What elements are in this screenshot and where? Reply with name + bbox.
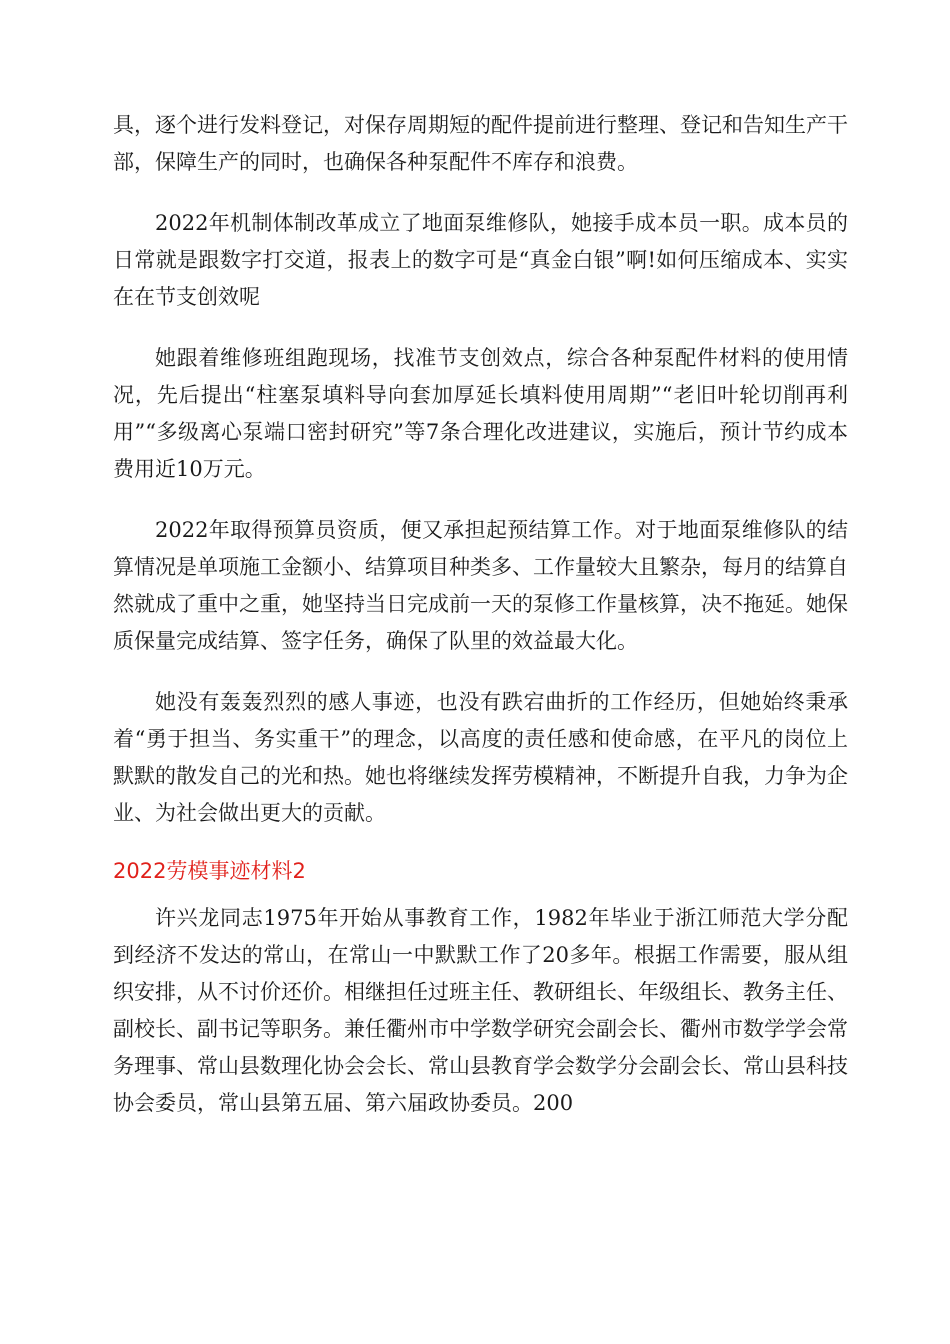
section-heading: 2022劳模事迹材料2 xyxy=(113,859,306,883)
paragraph-cost-clerk: 2022年机制体制改革成立了地面泵维修队，她接手成本员一职。成本员的日常就是跟数字打交道，报表上的数字可是“真金白银”啊!如何压缩成本、实实在在节支创效呢 xyxy=(113,211,848,309)
paragraph-cost-saving: 她跟着维修班组跑现场，找准节支创效点，综合各种泵配件材料的使用情况，先后提出“柱塞泵填料导向套加厚延长填料使用周期”“老旧叶轮切削再利用”“多级离心泵端口密封研究”等7条合理化改进建议，实施后，预计节约成本费用近10万元。 xyxy=(113,346,848,481)
document-body xyxy=(113,107,848,1146)
paragraph-xu-xinglong: 许兴龙同志1975年开始从事教育工作，1982年毕业于浙江师范大学分配到经济不发达的常山，在常山一中默默工作了20多年。根据工作需要，服从组织安排，从不讨价还价。相继担任过班主任、教研组长、年级组长、教务主任、副校长、副书记等职务。兼任衢州市中学数学研究会副会长、衢州市数学学会常务理事、常山县数理化协会会长、常山县教育学会数学分会副会长、常山县科技协会委员，常山县第五届、第六届政协委员。200 xyxy=(113,906,848,1115)
paragraph-summary: 她没有轰轰烈烈的感人事迹，也没有跌宕曲折的工作经历，但她始终秉承着“勇于担当、务实重干”的理念，以高度的责任感和使命感，在平凡的岗位上默默的散发自己的光和热。她也将继续发挥劳模精神，不断提升自我，力争为企业、为社会做出更大的贡献。 xyxy=(113,690,848,825)
paragraph-continuation: 具，逐个进行发料登记，对保存周期短的配件提前进行整理、登记和告知生产干部，保障生产的同时，也确保各种泵配件不库存和浪费。 xyxy=(113,113,848,174)
paragraph-settlement: 2022年取得预算员资质，便又承担起预结算工作。对于地面泵维修队的结算情况是单项施工金额小、结算项目种类多、工作量较大且繁杂，每月的结算自然就成了重中之重，她坚持当日完成前一天的泵修工作量核算，决不拖延。她保质保量完成结算、签字任务，确保了队里的效益最大化。 xyxy=(113,518,848,653)
